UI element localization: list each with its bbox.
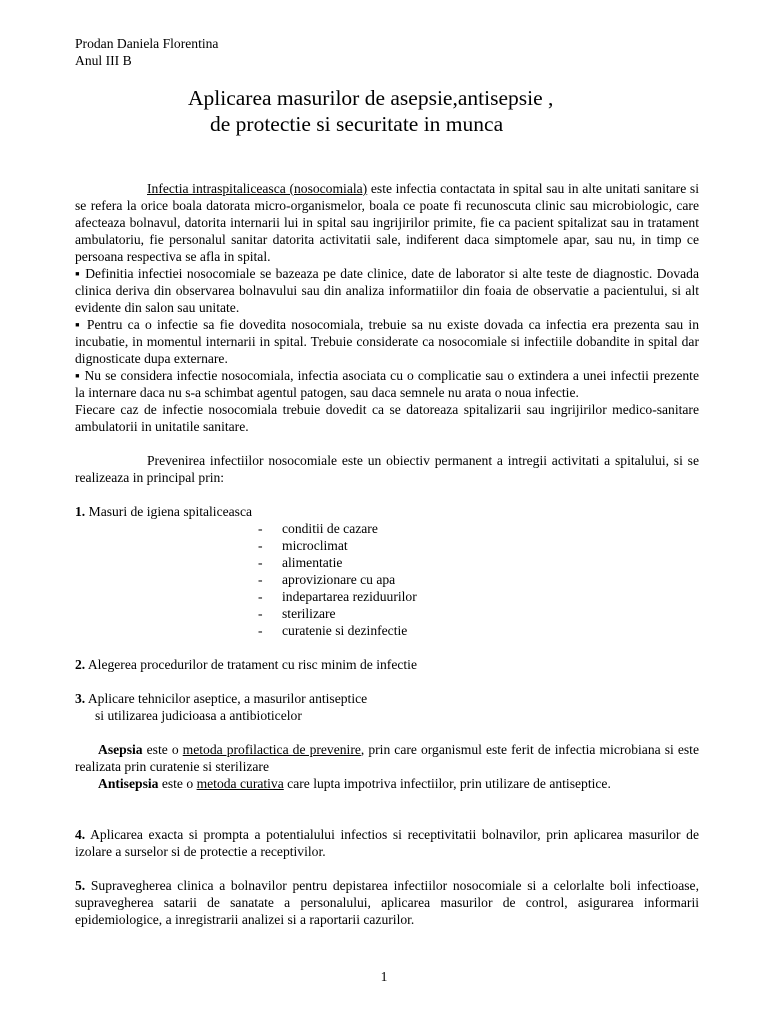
list-item: - indepartarea reziduurilor bbox=[258, 589, 417, 604]
asepsia-paragraph: Asepsia este o metoda profilactica de prevenire, prin care organismul este ferit de infectia microbiana si este realizata prin curatenie si sterilizare bbox=[75, 742, 699, 774]
intro-term: Infectia intraspitaliceasca (nosocomiala) bbox=[147, 181, 368, 196]
page-number: 1 bbox=[380, 969, 388, 984]
section-5-number: 5. bbox=[75, 878, 86, 893]
section-2-text: Alegerea procedurilor de tratament cu risc minim de infectie bbox=[85, 657, 417, 672]
title-line-2: de protectie si securitate in munca bbox=[210, 112, 504, 136]
prevention-intro: Prevenirea infectiilor nosocomiale este un obiectiv permanent a intregii activitati a spitalului, si se realizeaza in principal prin: bbox=[75, 453, 699, 485]
dash-marker: - bbox=[258, 589, 263, 604]
intro-bullet: ▪ Definitia infectiei nosocomiale se bazeaza pe date clinice, date de laborator si alte teste de diagnostic. Dovada clinica deriva din observarea bolnavului sau din analiza informatiilor din foaia de observatie a pacientului, si alt evidente din salon sau unitate. bbox=[75, 266, 699, 315]
section-3-subline: si utilizarea judicioasa a antibioticelor bbox=[95, 708, 302, 723]
asepsia-term: Asepsia bbox=[98, 742, 143, 757]
section-4-paragraph bbox=[75, 826, 699, 860]
study-year: Anul III B bbox=[75, 53, 132, 68]
antisepsia-paragraph: Antisepsia este o metoda curativa care lupta impotriva infectiilor, prin utilizare de antiseptice. bbox=[98, 776, 611, 791]
section-1-text: Masuri de igiena spitaliceasca bbox=[85, 504, 253, 519]
antisepsia-term: Antisepsia bbox=[98, 776, 159, 791]
dash-marker: - bbox=[258, 555, 263, 570]
document-page bbox=[75, 35, 699, 928]
section-4-number: 4. bbox=[75, 827, 86, 842]
section-1-number: 1. bbox=[75, 504, 86, 519]
asepsia-underlined: metoda profilactica de prevenire bbox=[182, 742, 361, 757]
section-4-text: Aplicarea exacta si prompta a potentialului infectios si receptivitatii bolnavilor, prin aplicarea masurilor de izolare a surselor si de protectie a receptivilor. bbox=[75, 827, 699, 859]
hygiene-measures-list bbox=[75, 520, 699, 639]
intro-closing: Fiecare caz de infectie nosocomiala trebuie dovedit ca se datoreaza spitalizarii sau ingrijirilor medico-sanitare ambulatorii in unitatile sanitare. bbox=[75, 402, 699, 434]
document-title bbox=[75, 85, 699, 137]
dash-marker: - bbox=[258, 606, 263, 621]
dash-marker: - bbox=[258, 538, 263, 553]
list-item: - sterilizare bbox=[258, 606, 336, 621]
antisepsia-underlined: metoda curativa bbox=[196, 776, 284, 791]
dash-marker: - bbox=[258, 521, 263, 536]
title-line-1: Aplicarea masurilor de asepsie,antisepsie , bbox=[188, 86, 554, 110]
section-1-heading bbox=[75, 503, 699, 520]
section-3-heading bbox=[75, 690, 699, 707]
intro-text: este infectia contactata in spital sau in alte unitati sanitare si se refera la orice boala datorata micro-organismelor, boala ce poate fi recunoscuta clinic sau microbiologic, care afecteaza bolnavul, datorita internarii lui in spital sau ingrijirilor primite, fie ca pacient spitalizat sau in tratament ambulatoriu, fie personalul sanitar datorita activitatii sale, indiferent daca simptomele apar, sau nu, in timp ce persoana respectiva se afla in spital. bbox=[75, 181, 699, 264]
section-5-paragraph bbox=[75, 877, 699, 928]
list-item: - conditii de cazare bbox=[258, 521, 378, 536]
section-5-text: Supravegherea clinica a bolnavilor pentru depistarea infectiilor nosocomiale si a celorlalte boli infectioase, supravegherea satarii de sanatate a personalului, aplicarea masurilor de control, asigurarea informarii epidemiologice, a inregistrarii analizei si a raportarii cazurilor. bbox=[75, 878, 699, 927]
section-3-number: 3. bbox=[75, 691, 86, 706]
intro-bullet: ▪ Pentru ca o infectie sa fie dovedita nosocomiala, trebuie sa nu existe dovada ca infectia era prezenta sau in incubatie, in momentul internarii in spital. Trebuie considerate ca nosocomiale si infectiile dobandite in spital dar dignosticate dupa externare. bbox=[75, 317, 699, 366]
list-item: - alimentatie bbox=[258, 555, 343, 570]
author-name: Prodan Daniela Florentina bbox=[75, 36, 219, 51]
dash-marker: - bbox=[258, 572, 263, 587]
intro-paragraph bbox=[75, 180, 699, 265]
section-2-number: 2. bbox=[75, 657, 86, 672]
list-item: - microclimat bbox=[258, 538, 348, 553]
section-3-text: Aplicare tehnicilor aseptice, a masurilor antiseptice bbox=[85, 691, 368, 706]
intro-bullet: ▪ Nu se considera infectie nosocomiala, infectia asociata cu o complicatie sau o extindera a unei infectii prezente la internare daca nu s-a schimbat agentul patogen, sau daca semnele nu arata o noua infectie. bbox=[75, 368, 699, 400]
section-2-heading bbox=[75, 656, 699, 673]
list-item: - curatenie si dezinfectie bbox=[258, 623, 408, 638]
dash-marker: - bbox=[258, 623, 263, 638]
list-item: - aprovizionare cu apa bbox=[258, 572, 396, 587]
